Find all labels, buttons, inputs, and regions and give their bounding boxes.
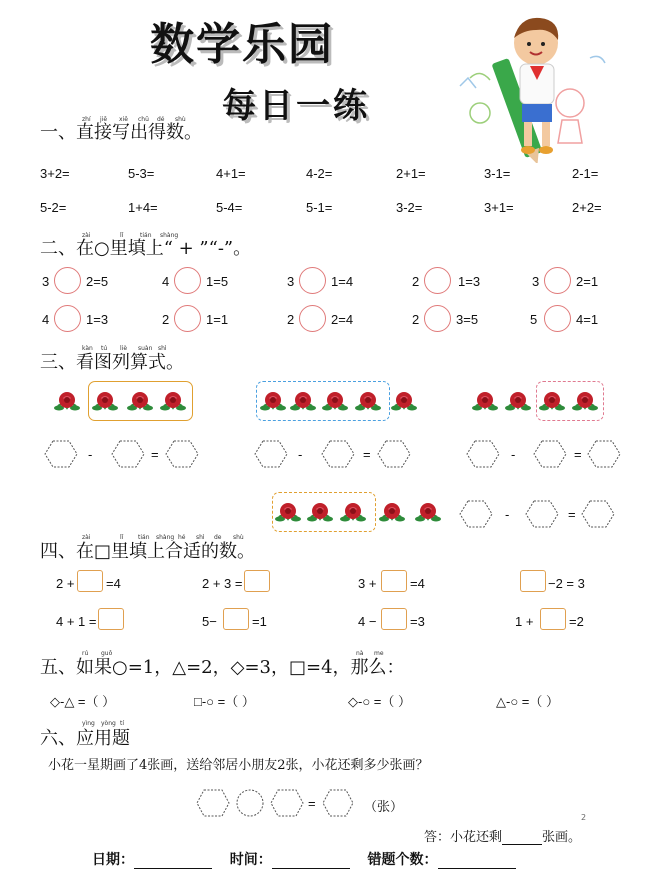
s2-right: 1=3 [458,274,481,289]
s4-text: =3 [410,614,425,629]
answer-box[interactable] [244,570,270,592]
pinyin: zhí [82,116,91,123]
pinyin: zài [82,232,91,239]
s1-expr: 4+1= [216,166,246,181]
pinyin: dé [157,116,165,123]
answer-hexagon[interactable] [534,441,566,467]
answer-hexagon[interactable] [378,441,410,467]
answer-hexagon[interactable] [582,501,614,527]
s2-right: 1=1 [206,312,229,327]
minus-sign: - [88,447,93,462]
page-mark: 2 [581,813,587,822]
pinyin: me [374,650,384,657]
pinyin: tián [138,534,150,541]
section-6-heading: 六、应用题 [40,728,130,749]
s1-expr: 5-1= [306,200,333,215]
section-4-heading: 四、在□里填上合适的数。 [40,541,256,562]
s1-expr: 4-2= [306,166,333,181]
pinyin: rú [82,650,89,657]
s2-right: 2=5 [86,274,109,289]
s2-right: 4=1 [576,312,599,327]
answer-box[interactable] [223,608,249,630]
s4-text: =2 [569,614,584,629]
s2-right: 3=5 [456,312,479,327]
answer-hexagon[interactable] [271,790,303,816]
s2-left: 3 [532,274,540,289]
minus-sign: - [298,447,303,462]
answer-line [424,826,581,845]
s1-expr: 3+1= [484,200,514,215]
s1-expr: 2+1= [396,166,426,181]
s5-item: △-○ =（ ） [496,694,559,709]
s5-item: □-○ =（ ） [194,694,255,709]
section-2-heading: 二、在○里填上“ + ”“-”。 [40,238,252,259]
s2-left: 2 [412,312,420,327]
answer-box[interactable] [520,570,546,592]
section-3-heading: 三、看图列算式。 [40,352,184,373]
pinyin: tián [140,232,152,239]
s4-text: 2 + 3 = [202,576,243,591]
operator-circle[interactable] [237,790,263,816]
answer-hexagon[interactable] [588,441,620,467]
s2-right: 1=3 [86,312,109,327]
answer-hexagon[interactable] [255,441,287,467]
s4-text: =1 [252,614,267,629]
pinyin: liè [120,345,128,352]
s4-text: 1 + [515,614,534,629]
title-line-2: 每日一练 [222,86,370,126]
section-1-heading: 一、直接写出得数。 [40,122,202,143]
s4-text: 3 + [358,576,377,591]
errors-blank[interactable] [438,855,516,869]
s4-text: 2 + [56,576,75,591]
pinyin: suàn [138,345,153,352]
s4-text: =4 [410,576,425,591]
equation-shapes [196,789,356,819]
answer-suffix: 张画。 [542,830,582,845]
s1-expr: 1+4= [128,200,158,215]
s2-left: 2 [162,312,170,327]
answer-hexagon[interactable] [45,441,77,467]
answer-hexagon[interactable] [460,501,492,527]
pinyin: shàng [156,534,175,541]
pinyin: xiě [119,116,128,123]
equals-sign: = [568,507,576,522]
answer-box[interactable] [381,570,407,592]
section-5-heading: 五、如果○=1，△=2，◇=3，□=4，那么： [40,657,405,678]
pinyin: chū [138,116,149,123]
pinyin: lǐ [120,534,124,541]
s4-text: 5− [202,614,217,629]
s2-left: 5 [530,312,538,327]
s5-item: ◇-△ =（ ） [50,694,116,709]
answer-box[interactable] [381,608,407,630]
s1-expr: 5-2= [40,200,67,215]
pinyin: shàng [160,232,179,239]
s4-text: 4 − [358,614,377,629]
answer-box[interactable] [98,608,124,630]
s2-left: 2 [287,312,295,327]
title-line-1: 数学乐园 [150,19,334,70]
answer-hexagon[interactable] [526,501,558,527]
answer-box[interactable] [77,570,103,592]
s2-left: 3 [287,274,295,289]
s1-expr: 5-3= [128,166,155,181]
time-label: 时间： [229,852,272,868]
s1-expr: 3+2= [40,166,70,181]
date-blank[interactable] [134,855,212,869]
equals-sign: = [308,796,316,811]
pinyin: guǒ [101,650,113,657]
word-problem: 小花一星期画了4张画，送给邻居小朋友2张，小花还剩多少张画？ [48,758,429,773]
equals-sign: = [151,447,159,462]
s5-item: ◇-○ =（ ） [348,694,411,709]
minus-sign: - [511,447,516,462]
answer-hexagon[interactable] [197,790,229,816]
equals-sign: = [574,447,582,462]
pinyin: kàn [82,345,93,352]
answer-prefix: 答：小花还剩 [424,830,503,845]
date-label: 日期： [92,852,134,868]
answer-box[interactable] [540,608,566,630]
s2-right: 2=1 [576,274,599,289]
pinyin: tí [120,720,125,727]
pinyin: shù [233,534,244,541]
s2-left: 3 [42,274,50,289]
pinyin: shì [196,534,205,541]
pinyin: shù [175,116,186,123]
errors-label: 错题个数： [367,852,438,868]
answer-hexagon[interactable] [112,441,144,467]
pinyin: nà [356,650,364,657]
pinyin: lǐ [120,232,124,239]
answer-hexagon[interactable] [322,441,354,467]
pinyin: shì [158,345,167,352]
time-blank[interactable] [272,855,350,869]
minus-sign: - [505,507,510,522]
s2-right: 1=4 [331,274,354,289]
pinyin: yìng [82,720,95,727]
s1-expr: 3-2= [396,200,423,215]
s4-text: 4 + 1 = [56,614,97,629]
s2-right: 1=5 [206,274,229,289]
pinyin: yòng [101,720,116,727]
s4-text: −2 = 3 [548,576,585,591]
s1-expr: 3-1= [484,166,511,181]
s2-left: 4 [162,274,170,289]
s2-right: 2=4 [331,312,354,327]
s2-left: 4 [42,312,50,327]
equals-sign: = [363,447,371,462]
s1-expr: 2-1= [572,166,599,181]
s1-expr: 5-4= [216,200,243,215]
footer [92,849,516,869]
pinyin: jiē [100,116,108,123]
s4-text: =4 [106,576,121,591]
pinyin: hé [178,534,186,541]
answer-blank[interactable] [502,831,542,845]
pinyin: zài [82,534,91,541]
answer-hexagon[interactable] [467,441,499,467]
answer-hexagon[interactable] [323,790,353,816]
s2-left: 2 [412,274,420,289]
pinyin: tú [101,345,108,352]
s1-expr: 2+2= [572,200,602,215]
pinyin: de [214,534,222,541]
answer-hexagon[interactable] [166,441,198,467]
unit-label: （张） [364,800,404,815]
